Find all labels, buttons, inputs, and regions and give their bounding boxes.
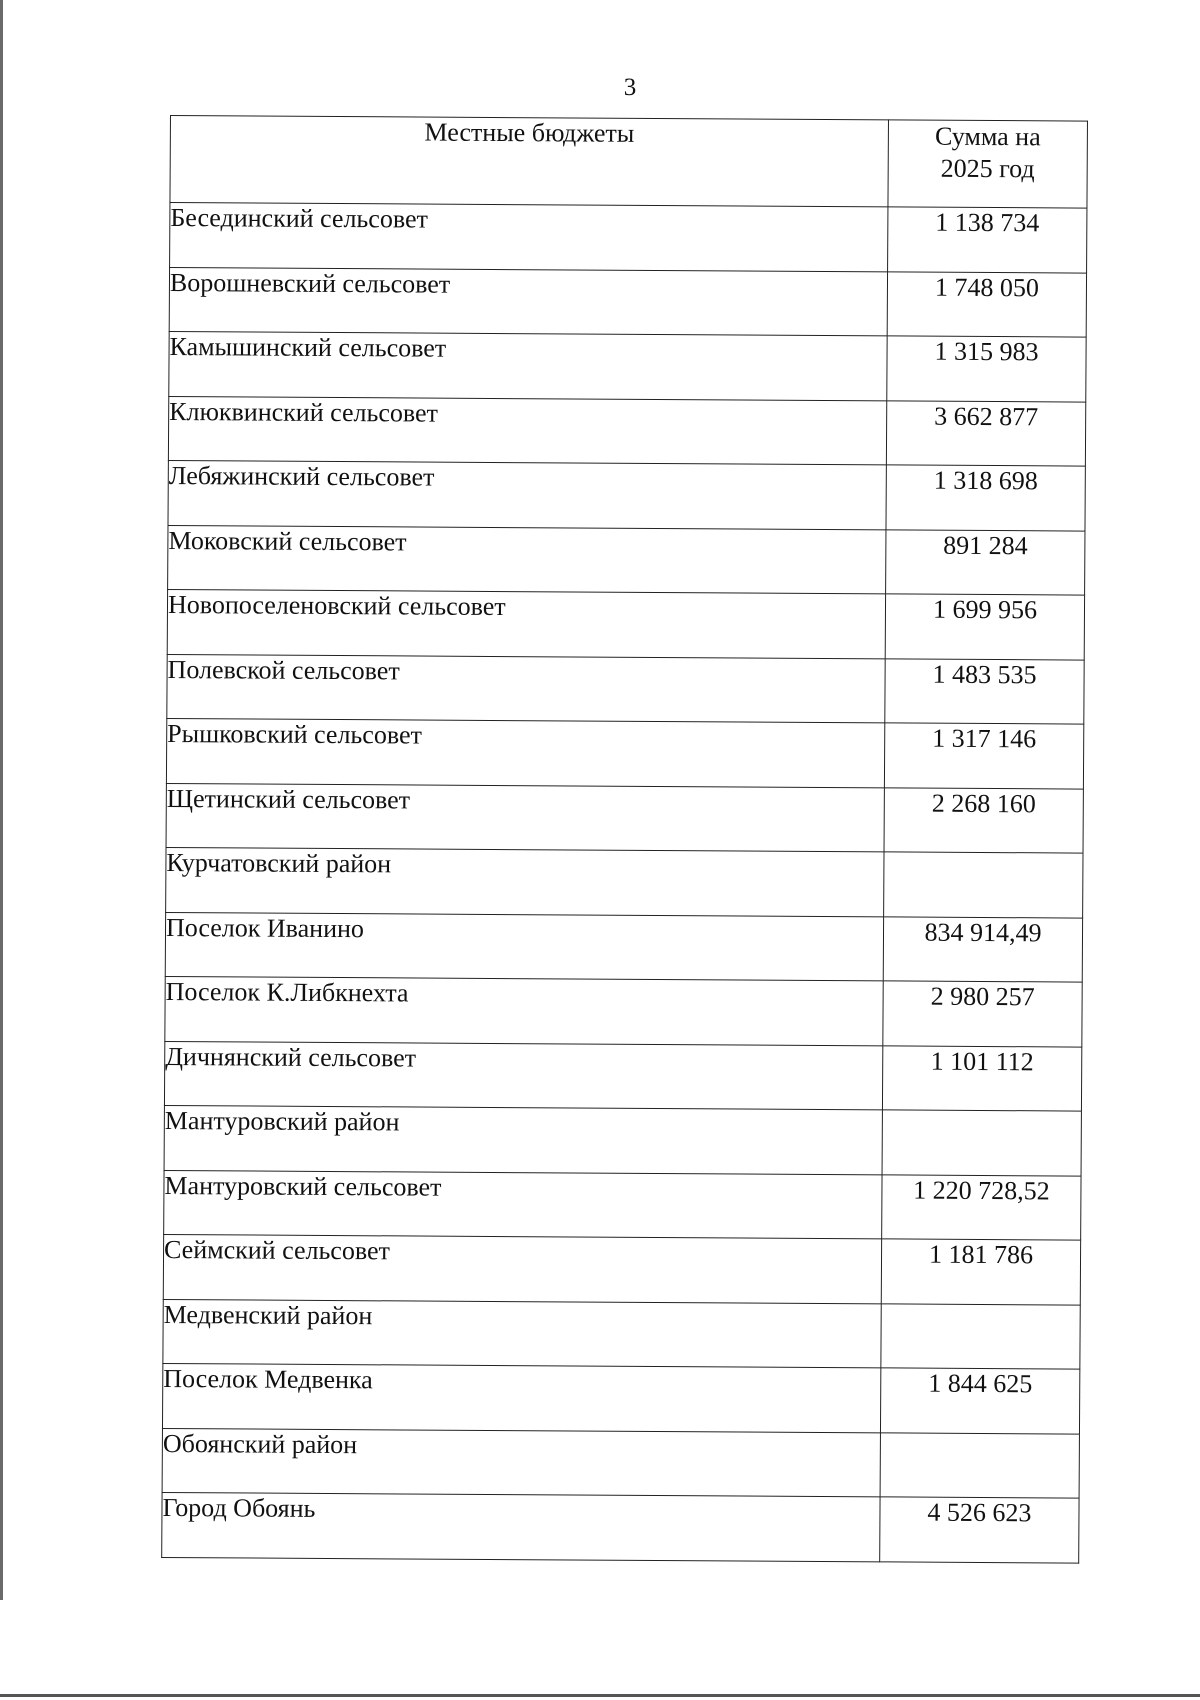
budget-sum-cell: 1 138 734 xyxy=(888,207,1087,273)
budget-name-cell: Ворошневский сельсовет xyxy=(169,267,887,336)
table-row xyxy=(167,654,1084,724)
table-row xyxy=(166,847,1083,917)
scan-edge-bottom xyxy=(0,1694,1200,1697)
table-row xyxy=(164,1170,1081,1240)
budget-sum-cell: 2 980 257 xyxy=(883,981,1082,1047)
table-row xyxy=(163,1299,1080,1369)
table-row xyxy=(166,783,1083,853)
budget-sum-cell: 1 844 625 xyxy=(880,1368,1079,1434)
budget-sum-cell: 1 699 956 xyxy=(885,594,1084,660)
budget-name-cell: Камышинский сельсовет xyxy=(169,331,887,400)
budget-name-cell: Город Обоянь xyxy=(162,1492,880,1561)
table-row xyxy=(163,1234,1080,1304)
budget-sum-cell: 1 220 728,52 xyxy=(882,1174,1081,1240)
budget-sum-cell: 1 315 983 xyxy=(887,336,1086,402)
budget-name-cell: Поселок Медвенка xyxy=(162,1363,880,1432)
budget-sum-cell: 1 181 786 xyxy=(881,1239,1080,1305)
table-row xyxy=(164,1105,1081,1175)
budget-sum-cell: 834 914,49 xyxy=(883,916,1082,982)
header-sum-2025 xyxy=(888,120,1088,208)
budget-sum-cell: 1 101 112 xyxy=(882,1045,1081,1111)
budget-sum-cell: 1 317 146 xyxy=(884,723,1083,789)
budget-name-cell: Мантуровский район xyxy=(164,1105,882,1174)
table-row xyxy=(162,1363,1079,1433)
budget-name-cell: Дичнянский сельсовет xyxy=(164,1041,882,1110)
budget-name-cell: Моковский сельсовет xyxy=(168,525,886,594)
budget-sum-cell xyxy=(884,852,1083,918)
budget-sum-cell: 891 284 xyxy=(886,529,1085,595)
table-row xyxy=(166,718,1083,788)
table-row xyxy=(165,912,1082,982)
budget-name-cell: Медвенский район xyxy=(163,1299,881,1368)
table-row xyxy=(162,1428,1079,1498)
budget-sum-cell: 1 483 535 xyxy=(885,658,1084,724)
budget-table xyxy=(161,115,1088,1563)
budget-sum-cell: 4 526 623 xyxy=(880,1497,1079,1563)
table-row xyxy=(162,1492,1079,1562)
scan-edge-left xyxy=(0,0,3,1600)
budget-name-cell: Щетинский сельсовет xyxy=(166,783,884,852)
table-row xyxy=(168,396,1085,466)
budget-table-body xyxy=(162,116,1088,1563)
table-row xyxy=(167,589,1084,659)
budget-name-cell: Поселок Иванино xyxy=(165,912,883,981)
budget-name-cell: Новопоселеновский сельсовет xyxy=(167,589,885,658)
budget-name-cell: Сеймский сельсовет xyxy=(163,1234,881,1303)
header-sum-line2: 2025 год xyxy=(940,153,1035,184)
budget-sum-cell: 2 268 160 xyxy=(884,787,1083,853)
budget-name-cell: Лебяжинский сельсовет xyxy=(168,460,886,529)
budget-name-cell: Поселок К.Либкнехта xyxy=(165,976,883,1045)
budget-sum-cell: 1 318 698 xyxy=(886,465,1085,531)
table-row xyxy=(165,976,1082,1046)
budget-name-cell: Рышковский сельсовет xyxy=(166,718,884,787)
table-row xyxy=(168,460,1085,530)
header-sum-line1: Сумма на xyxy=(934,121,1041,152)
budget-sum-cell: 1 748 050 xyxy=(887,271,1086,337)
budget-sum-cell xyxy=(881,1303,1080,1369)
budget-sum-cell xyxy=(880,1432,1079,1498)
budget-name-cell: Курчатовский район xyxy=(166,847,884,916)
header-local-budgets: Местные бюджеты xyxy=(170,116,889,207)
table-header-row xyxy=(170,116,1088,209)
budget-name-cell: Мантуровский сельсовет xyxy=(164,1170,882,1239)
budget-name-cell: Полевской сельсовет xyxy=(167,654,885,723)
table-row xyxy=(164,1041,1081,1111)
table-row xyxy=(169,267,1086,337)
table-row xyxy=(170,203,1087,273)
budget-name-cell: Клюквинский сельсовет xyxy=(168,396,886,465)
budget-name-cell: Бесединский сельсовет xyxy=(170,203,888,272)
table-row xyxy=(168,525,1085,595)
budget-sum-cell: 3 662 877 xyxy=(886,400,1085,466)
page-number: 3 xyxy=(623,74,637,101)
table-row xyxy=(169,331,1086,401)
budget-sum-cell xyxy=(882,1110,1081,1176)
budget-name-cell: Обоянский район xyxy=(162,1428,880,1497)
